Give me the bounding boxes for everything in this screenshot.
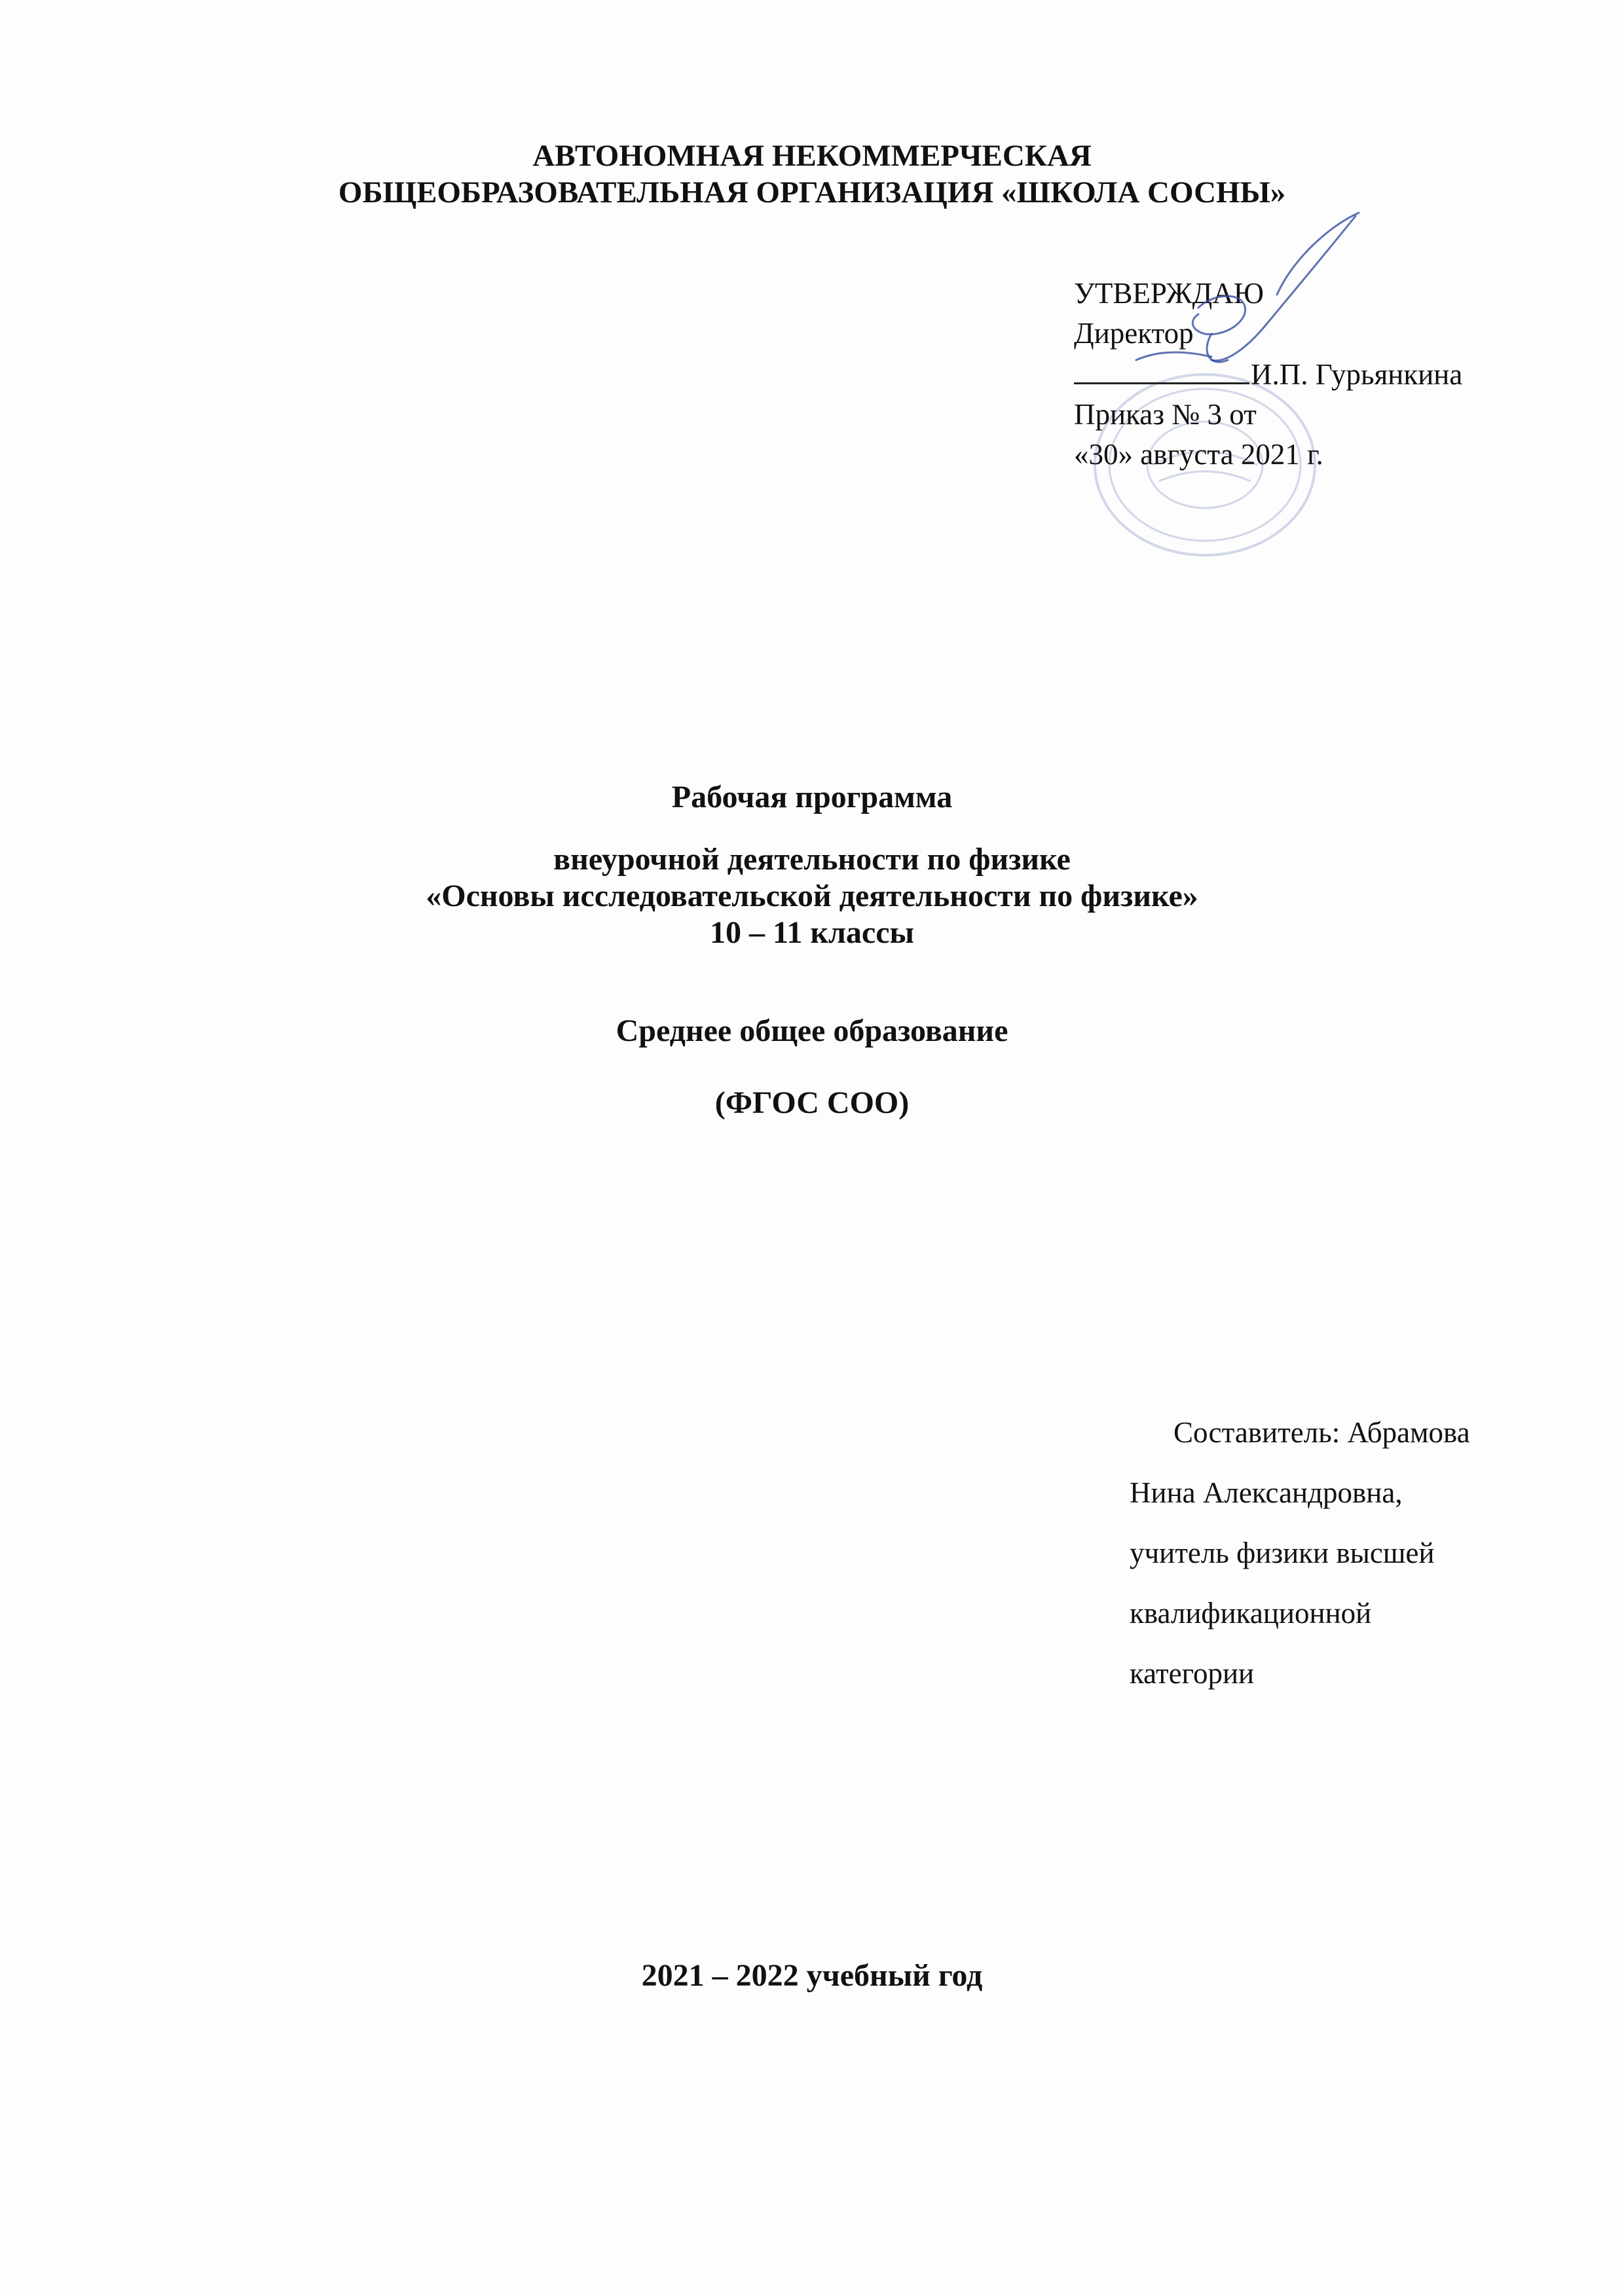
education-level: Среднее общее образование [616, 1013, 1008, 1048]
author-line-2: Нина Александровна, [1130, 1476, 1403, 1509]
academic-year: 2021 – 2022 учебный год [641, 1958, 983, 1993]
approval-position: Директор [1074, 317, 1194, 350]
organization-line-1: АВТОНОМНАЯ НЕКОММЕРЧЕСКАЯ [532, 139, 1092, 173]
program-subject-line-1: внеурочной деятельности по физике [553, 842, 1071, 877]
author-line-5: категории [1130, 1657, 1255, 1690]
approval-director-name: И.П. Гурьянкина [1251, 358, 1463, 391]
approval-date: «30» августа 2021 г. [1074, 438, 1323, 471]
program-grades: 10 – 11 классы [709, 915, 915, 950]
education-standard: (ФГОС СОО) [714, 1085, 910, 1120]
author-line-4: квалификационной [1130, 1597, 1372, 1630]
organization-line-2: ОБЩЕОБРАЗОВАТЕЛЬНАЯ ОРГАНИЗАЦИЯ «ШКОЛА СОСНЫ» [338, 175, 1286, 210]
author-line-3: учитель физики высшей [1130, 1537, 1435, 1569]
program-subject [0, 841, 1624, 951]
program-title: Рабочая программа [671, 780, 953, 814]
approval-signature-line [1074, 354, 1462, 395]
approval-block [1074, 274, 1462, 475]
approval-order: Приказ № 3 от [1074, 398, 1257, 431]
approval-approve: УТВЕРЖДАЮ [1074, 277, 1264, 310]
author-line-1: Составитель: Абрамова [1173, 1416, 1470, 1449]
organization-name [0, 137, 1624, 211]
signature-blank [1074, 354, 1249, 384]
author-block [1130, 1402, 1470, 1704]
program-subject-line-2: «Основы исследовательской деятельности по физике» [426, 879, 1198, 913]
